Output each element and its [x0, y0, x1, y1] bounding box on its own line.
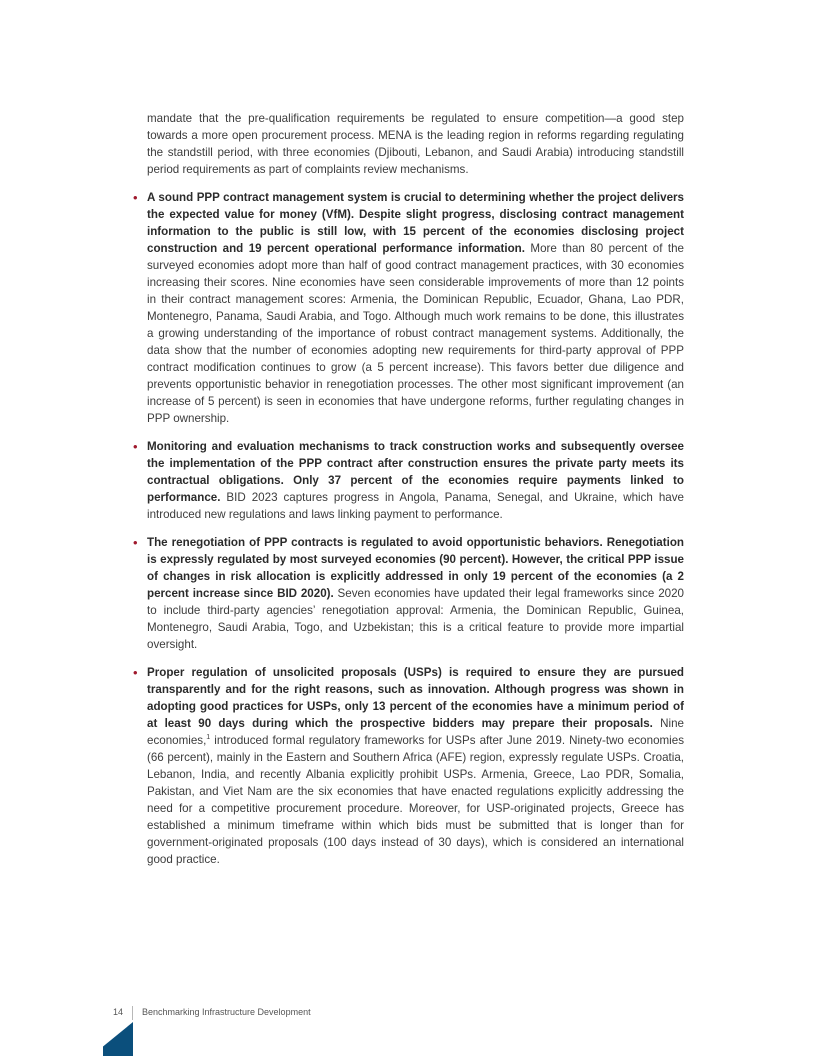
intro-paragraph: mandate that the pre-qualification requirements be regulated to ensure competition—a good step towards a more open procurement process. MENA is the leading region in reforms regarding regulating the standstill period, with three economies (Djibouti, Lebanon, and Saudi Arabia) introducing standstill period requirements as part of complaints review mechanisms. [147, 112, 684, 176]
bullet-text [147, 438, 684, 523]
bullet-lead: Monitoring and evaluation mechanisms to track construction works and subsequently oversee the implementation of the PPP contract after construction ensures the private party meets its contractual obligations. Only 37 percent of the economies require payments linked to performance. [147, 440, 684, 504]
bullet-renegotiation [133, 534, 684, 653]
bullet-lead: Proper regulation of unsolicited proposals (USPs) is required to ensure they are pursued transparently and for the right reasons, such as innovation. Although progress was shown in adopting good practices for USPs, only 13 percent of the economies have a minimum period of at least 90 days during which the prospective bidders may prepare their proposals. [147, 666, 684, 730]
bullet-body-intro: Nine economies, [147, 717, 684, 747]
bullet-dot-icon: • [133, 439, 138, 454]
footer-divider [132, 1006, 133, 1020]
page-footer [113, 1005, 311, 1019]
bullet-contract-management [133, 189, 684, 427]
bullet-dot-icon: • [133, 535, 138, 550]
bullet-text [147, 189, 684, 427]
bullet-body: introduced formal regulatory frameworks for USPs after June 2019. Ninety-two economies (66 percent), mainly in the Eastern and Southern Africa (AFE) region, expressly regulate USPs. Croatia, Lebanon, India, and recently Albania explicitly prohibit USPs. Armenia, Greece, Lao PDR, Somalia, Pakistan, and Viet Nam are the six economies that have enacted regulations explicitly addressing the need for a competitive procurement procedure. Moreover, for USP-originated projects, Greece has established a minimum timeframe within which bids must be submitted that is longer than for government-originated proposals (100 days instead of 30 days), which is considered an international good practice. [147, 734, 684, 866]
corner-tab-decoration [103, 1022, 133, 1056]
bullet-text [147, 534, 684, 653]
bullet-body: More than 80 percent of the surveyed economies adopt more than half of good contract management practices, with 30 economies increasing their scores. Nine economies have seen considerable improvements of more than 12 points in their contract management scores: Armenia, the Dominican Republic, Ecuador, Ghana, Lao PDR, Montenegro, Panama, Saudi Arabia, and Togo. Although much work remains to be done, this illustrates a growing understanding of the importance of robust contract management systems. Additionally, the data show that the number of economies adopting new requirements for third-party approval of PPP contract modification continues to grow (a 5 percent increase). This favors better due diligence and prevents opportunistic behavior in renegotiation processes. The other most significant improvement (an increase of 5 percent) is seen in economies that have undergone reforms, further regulating changes in PPP ownership. [147, 242, 684, 425]
bullet-list [133, 189, 684, 868]
bullet-dot-icon: • [133, 190, 138, 205]
bullet-text [147, 664, 684, 868]
footer-title: Benchmarking Infrastructure Development [142, 1007, 311, 1017]
bullet-lead: The renegotiation of PPP contracts is regulated to avoid opportunistic behaviors. Renegotiation is expressly regulated by most surveyed economies (90 percent). However, the critical PPP issue of changes in risk allocation is explicitly addressed in only 19 percent of the economies (a 2 percent increase since BID 2020). [147, 536, 684, 600]
bullet-body: Seven economies have updated their legal frameworks since 2020 to include third-party agencies’ renegotiation approval: Armenia, the Dominican Republic, Guinea, Montenegro, Saudi Arabia, Togo, and Uzbekistan; this is a critical feature to provide more impartial oversight. [147, 587, 684, 651]
page-number: 14 [113, 1007, 124, 1017]
main-text [133, 110, 684, 868]
bullet-dot-icon: • [133, 665, 138, 680]
bullet-monitoring-evaluation [133, 438, 684, 523]
bullet-body: BID 2023 captures progress in Angola, Panama, Senegal, and Ukraine, which have introduced new regulations and laws linking payment to performance. [147, 491, 684, 521]
bullet-lead: A sound PPP contract management system is crucial to determining whether the project delivers the expected value for money (VfM). Despite slight progress, disclosing contract management information to the public is still low, with 15 percent of the economies disclosing project construction and 19 percent operational performance information. [147, 191, 684, 255]
footnote-mark[interactable]: 1 [206, 734, 211, 742]
bullet-unsolicited-proposals [133, 664, 684, 868]
